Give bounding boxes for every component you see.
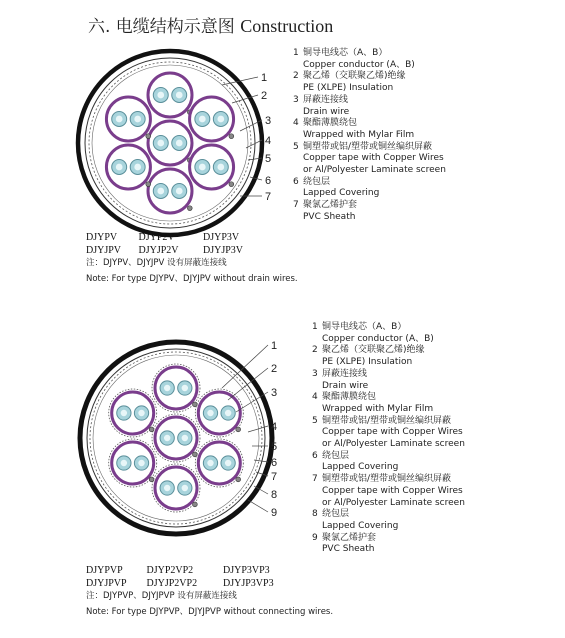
legend-item-cn <box>312 474 465 486</box>
legend-text-cn: 聚乙烯（交联聚乙烯)绝缘 <box>322 345 425 356</box>
part-number-label: 4 <box>265 135 272 147</box>
model-name: DJYPVP <box>86 565 123 576</box>
part-number-label: 5 <box>265 153 272 165</box>
legend-item-cn <box>312 322 465 334</box>
legend-item-cn <box>293 71 446 83</box>
model-name: DJYP3VP3 <box>223 565 270 576</box>
legend-text-en: or Al/Polyester Laminate screen <box>322 497 465 508</box>
model-name: DJYJP2VP2 <box>146 578 198 589</box>
legend-number: 6 <box>312 450 318 461</box>
legend-text-en: Lapped Covering <box>303 188 380 199</box>
legend-number: 7 <box>312 474 318 485</box>
legend-text-en: or Al/Polyester Laminate screen <box>303 165 446 176</box>
legend-number: 7 <box>293 200 299 211</box>
model-name: DJYJPV <box>86 245 122 256</box>
note-en-2: Note: For type DJYPVP、DJYJPVP without connecting wires. <box>86 607 334 617</box>
drain-wire <box>236 477 241 482</box>
legend-item-cn <box>293 118 446 130</box>
part-number-label: 1 <box>261 72 268 84</box>
conductor-core <box>138 460 144 466</box>
model-name: DJYPV <box>86 232 118 243</box>
legend-item-cn <box>312 369 465 381</box>
legend-text-en: Wrapped with Mylar Film <box>303 129 415 140</box>
conductor-core <box>176 140 183 147</box>
conductor-core <box>207 410 213 416</box>
conductor-core <box>217 164 224 171</box>
twisted-pair <box>109 439 157 487</box>
model-name: DJYP3V <box>203 232 240 243</box>
legend-item-cn <box>312 392 465 404</box>
model-name: DJYJP3V <box>203 245 244 256</box>
twisted-pair <box>195 439 243 487</box>
conductor-core <box>157 140 164 147</box>
legend-text-cn: 铜导电线芯（A、B） <box>322 322 407 332</box>
twisted-pair <box>190 97 234 141</box>
legend-text-cn: 屏蔽连接线 <box>303 94 349 105</box>
legend-text-cn: 聚酯薄膜绕包 <box>303 118 358 129</box>
legend-text-cn: 聚氯乙烯护套 <box>303 200 358 211</box>
legend-item-cn <box>293 142 446 154</box>
note-cn-2: 注：DJYPVP、DJYJPVP 设有屏蔽连接线 <box>86 591 237 601</box>
twisted-pair <box>106 145 150 189</box>
part-number-label: 8 <box>271 489 278 501</box>
conductor-core <box>176 92 183 99</box>
conductor-core <box>121 410 127 416</box>
cable-cross-section-2 <box>80 340 277 534</box>
part-number-label: 4 <box>271 421 278 433</box>
conductor-core <box>176 188 183 195</box>
conductor-core <box>199 116 206 123</box>
part-number-label: 6 <box>271 457 278 469</box>
twisted-pair <box>148 73 192 117</box>
legend-text-cn: 聚氯乙烯护套 <box>322 532 377 543</box>
legend-text-cn: 铜塑带或铝/塑带或铜丝编织屏蔽 <box>322 415 452 426</box>
model-row <box>86 564 274 577</box>
legend-number: 6 <box>293 176 299 187</box>
drain-wire <box>229 134 234 139</box>
legend-item-cn <box>293 200 446 212</box>
drain-wire <box>193 502 198 507</box>
model-name: DJYP2V <box>138 232 175 243</box>
model-name: DJYP2VP2 <box>146 565 194 576</box>
legend-number: 2 <box>312 345 318 356</box>
legend-text-en: PE (XLPE) Insulation <box>322 357 413 368</box>
legend-text-en: PE (XLPE) Insulation <box>303 83 394 94</box>
drain-wire <box>236 427 241 432</box>
legend-number: 1 <box>312 322 318 332</box>
part-number-label: 7 <box>271 471 278 483</box>
legend-item-cn <box>293 48 446 60</box>
legend-text-en: PVC Sheath <box>303 211 356 222</box>
legend-text-en: PVC Sheath <box>322 544 375 555</box>
drain-wire <box>149 427 154 432</box>
part-number-label: 9 <box>271 507 278 519</box>
conductor-core <box>164 435 170 441</box>
model-list-1 <box>86 231 243 257</box>
legend-text-cn: 铜塑带或铝/塑带或铜丝编织屏蔽 <box>322 474 452 485</box>
legend-text-cn: 铜导电线芯（A、B） <box>303 48 388 58</box>
note-en-1: Note: For type DJYPV、DJYJPV without drain wires. <box>86 274 298 284</box>
part-number-label: 3 <box>271 387 278 399</box>
conductor-core <box>134 164 141 171</box>
legend-item-cn <box>312 509 465 521</box>
conductor-core <box>164 385 170 391</box>
legend-number: 1 <box>293 48 299 58</box>
conductor-core <box>157 92 164 99</box>
model-name: DJYJPVP <box>86 578 127 589</box>
legend-number: 5 <box>312 415 318 426</box>
part-number-label: 2 <box>271 363 278 375</box>
conductor-core <box>207 460 213 466</box>
twisted-pair <box>109 389 157 437</box>
legend-number: 9 <box>312 532 318 543</box>
drain-wire <box>187 206 192 211</box>
note-cn-1: 注：DJYPV、DJYJPV 设有屏蔽连接线 <box>86 258 227 268</box>
model-row <box>86 231 243 244</box>
legend-number: 3 <box>293 94 299 105</box>
legend-text-en: Wrapped with Mylar Film <box>322 403 434 414</box>
legend-item-cn <box>293 95 446 107</box>
legend-text-cn: 绕包层 <box>322 509 350 520</box>
conductor-core <box>182 485 188 491</box>
legend-text-cn: 绕包层 <box>322 450 350 461</box>
legend-item-cn <box>312 451 465 463</box>
part-number-label: 3 <box>265 115 272 127</box>
conductor-core <box>138 410 144 416</box>
drain-wire <box>149 477 154 482</box>
conductor-core <box>225 410 231 416</box>
legend-number: 3 <box>312 368 318 379</box>
legend-number: 4 <box>312 392 318 403</box>
conductor-core <box>182 435 188 441</box>
legend-text-en: Copper conductor (A、B) <box>322 333 434 344</box>
legend-text-en: Copper tape with Copper Wires <box>322 427 463 438</box>
conductor-core <box>157 188 164 195</box>
legend-text-cn: 铜塑带或铝/塑带或铜丝编织屏蔽 <box>303 141 433 152</box>
title-en: Construction <box>240 16 334 36</box>
legend-text-cn: 屏蔽连接线 <box>322 368 368 379</box>
twisted-pair <box>148 121 192 165</box>
legend-number: 2 <box>293 71 299 82</box>
conductor-core <box>217 116 224 123</box>
legend-item-cn <box>312 345 465 357</box>
twisted-pair <box>195 389 243 437</box>
part-number-label: 5 <box>271 441 278 453</box>
model-name: DJYJP3VP3 <box>223 578 274 589</box>
part-number-label: 1 <box>271 340 278 352</box>
cable-cross-section-1 <box>78 51 271 235</box>
model-list-2 <box>86 564 274 590</box>
twisted-pair <box>106 97 150 141</box>
drain-wire <box>146 134 151 139</box>
legend-text-en: Copper tape with Copper Wires <box>322 485 463 496</box>
legend-text-en: Copper tape with Copper Wires <box>303 153 444 164</box>
conductor-core <box>225 460 231 466</box>
legend-number: 5 <box>293 141 299 152</box>
model-name: DJYJP2V <box>138 245 179 256</box>
legend-text-en: or Al/Polyester Laminate screen <box>322 439 465 450</box>
conductor-core <box>134 116 141 123</box>
legend-text-en: Copper conductor (A、B) <box>303 59 415 70</box>
legend-1 <box>293 48 446 224</box>
legend-text-cn: 绕包层 <box>303 176 331 187</box>
model-row <box>86 244 243 257</box>
part-number-label: 7 <box>265 191 272 203</box>
title-cn: 六. 电缆结构示意图 <box>88 17 235 37</box>
legend-text-en: Lapped Covering <box>322 520 399 531</box>
twisted-pair <box>152 414 200 462</box>
legend-text-en: Drain wire <box>322 380 369 391</box>
legend-number: 8 <box>312 509 318 520</box>
drain-wire <box>146 182 151 187</box>
drain-wire <box>229 182 234 187</box>
legend-text-cn: 聚乙烯（交联聚乙烯)绝缘 <box>303 71 406 82</box>
legend-2 <box>312 322 465 556</box>
legend-item-cn <box>312 416 465 428</box>
part-number-label: 6 <box>265 175 272 187</box>
twisted-pair <box>148 169 192 213</box>
twisted-pair <box>152 364 200 412</box>
legend-number: 4 <box>293 118 299 129</box>
conductor-core <box>116 164 123 171</box>
conductor-core <box>199 164 206 171</box>
legend-text-en: Lapped Covering <box>322 462 399 473</box>
conductor-core <box>121 460 127 466</box>
twisted-pair <box>152 464 200 512</box>
twisted-pair <box>190 145 234 189</box>
conductor-core <box>164 485 170 491</box>
conductor-core <box>182 385 188 391</box>
legend-text-cn: 聚酯薄膜绕包 <box>322 392 377 403</box>
conductor-core <box>116 116 123 123</box>
legend-item-cn <box>293 177 446 189</box>
legend-item-cn <box>312 533 465 545</box>
part-number-label: 2 <box>261 90 268 102</box>
model-row <box>86 577 274 590</box>
legend-text-en: Drain wire <box>303 106 350 117</box>
